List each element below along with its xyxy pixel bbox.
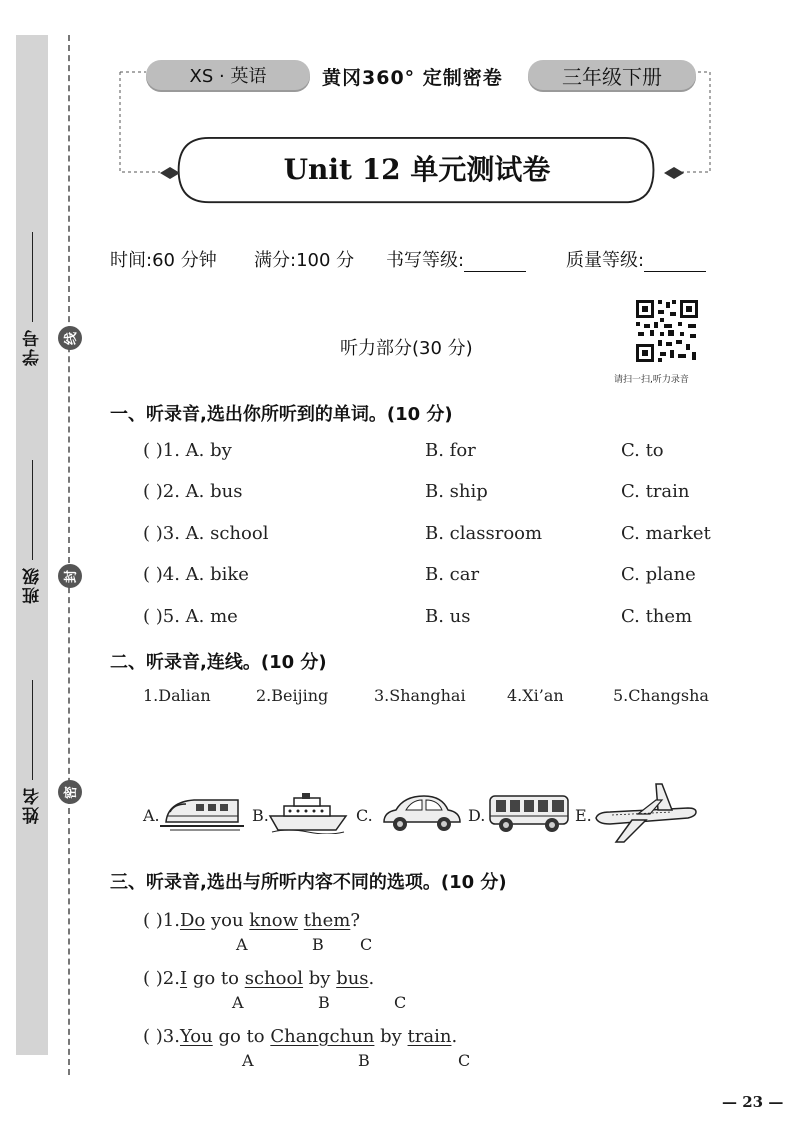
s1-q1-option-b: B. for xyxy=(425,440,476,461)
s3-q1-label-c: C xyxy=(360,935,373,954)
name-field xyxy=(16,680,48,824)
s3-q1-paren[interactable]: ( ) xyxy=(143,910,163,931)
s1-q3-stem: ( )3. A. school xyxy=(143,523,269,544)
s3-q3-part-c: train xyxy=(407,1026,452,1047)
page-title: Unit 12 单元测试卷 xyxy=(283,153,551,186)
s3-q2-part-b: school xyxy=(244,968,304,989)
s1-q5-option-b: B. us xyxy=(425,606,471,627)
s1-q5-option-c: C. them xyxy=(621,606,693,627)
car-icon[interactable] xyxy=(380,792,462,834)
bus-icon[interactable] xyxy=(486,792,572,834)
s3-q3-part-a: You xyxy=(179,1026,213,1047)
section2-title: 二、听录音,连线。(10 分) xyxy=(110,652,327,673)
quality-grade-label: 质量等级: xyxy=(566,250,645,271)
s3-q3-paren[interactable]: ( ) xyxy=(143,1026,163,1047)
class-label: 班级 xyxy=(22,566,43,604)
s1-q5-stem: ( )5. A. me xyxy=(143,606,238,627)
s3-q2-label-b: B xyxy=(318,993,330,1012)
vehicle-label-c: C. xyxy=(356,806,373,825)
s1-q3-option-c: C. market xyxy=(621,523,711,544)
train-icon[interactable] xyxy=(160,792,244,834)
s1-q4-option-c: C. plane xyxy=(621,564,696,585)
seal-line-mark: 线 xyxy=(58,326,82,350)
subject-pill: XS · 英语 xyxy=(146,60,310,90)
s3-q1: ( )1.Do you know them? xyxy=(143,910,360,931)
section3-title: 三、听录音,选出与所听内容不同的选项。(10 分) xyxy=(110,872,507,893)
listening-section-title: 听力部分(30 分) xyxy=(340,338,473,359)
writing-grade-label: 书写等级: xyxy=(386,250,465,271)
grade-pill: 三年级下册 xyxy=(528,60,696,90)
quality-grade-field xyxy=(566,246,706,272)
s1-q4-stem: ( )4. A. bike xyxy=(143,564,249,585)
s1-q1-stem: ( )1. A. by xyxy=(143,440,232,461)
s3-q3-label-c: C xyxy=(458,1051,471,1070)
vehicle-label-e: E. xyxy=(575,806,592,825)
s1-q2-option-c: C. train xyxy=(621,481,690,502)
student-number-field xyxy=(16,232,48,366)
qr-caption: 请扫一扫,听力录音 xyxy=(614,375,689,385)
s3-q2: ( )2.I go to school by bus. xyxy=(143,968,375,989)
time-info: 时间:60 分钟 xyxy=(110,250,217,271)
s3-q1-label-b: B xyxy=(312,935,324,954)
s3-q3: ( )3.You go to Changchun by train. xyxy=(143,1026,458,1047)
city-shanghai[interactable]: 3.Shanghai xyxy=(374,686,466,705)
s3-q3-label-b: B xyxy=(358,1051,370,1070)
class-field xyxy=(16,460,48,604)
quality-grade-blank[interactable] xyxy=(644,251,706,272)
s3-q2-paren[interactable]: ( ) xyxy=(143,968,163,989)
series-title: 黄冈360° 定制密卷 xyxy=(322,67,503,89)
city-changsha[interactable]: 5.Changsha xyxy=(613,686,709,705)
s1-q3-option-b: B. classroom xyxy=(425,523,543,544)
s3-q1-label-a: A xyxy=(236,935,248,954)
plane-icon[interactable] xyxy=(592,782,700,844)
s3-q2-label-c: C xyxy=(394,993,407,1012)
name-label: 姓名 xyxy=(22,786,43,824)
writing-grade-field xyxy=(386,246,526,272)
s1-q2-stem: ( )2. A. bus xyxy=(143,481,243,502)
seal-seal-mark: 封 xyxy=(58,564,82,588)
s1-q2-option-b: B. ship xyxy=(425,481,488,502)
vehicle-label-b: B. xyxy=(252,806,269,825)
s3-q2-part-a: I xyxy=(179,968,188,989)
s1-q4-option-b: B. car xyxy=(425,564,480,585)
student-number-label: 学号 xyxy=(22,328,43,366)
ship-icon[interactable] xyxy=(268,792,348,834)
s3-q3-part-b: Changchun xyxy=(270,1026,375,1047)
vehicle-label-a: A. xyxy=(143,806,160,825)
writing-grade-blank[interactable] xyxy=(464,251,526,272)
city-xian[interactable]: 4.Xi’an xyxy=(507,686,564,705)
vehicle-label-d: D. xyxy=(468,806,486,825)
s1-q1-option-c: C. to xyxy=(621,440,664,461)
s3-q2-label-a: A xyxy=(232,993,244,1012)
qr-code-icon[interactable] xyxy=(634,298,700,364)
page-number: — 23 — xyxy=(722,1093,784,1111)
section1-title: 一、听录音,选出你所听到的单词。(10 分) xyxy=(110,404,453,425)
city-beijing[interactable]: 2.Beijing xyxy=(256,686,329,705)
s3-q1-part-c: them xyxy=(303,910,351,931)
s3-q3-label-a: A xyxy=(242,1051,254,1070)
s3-q2-part-c: bus xyxy=(336,968,369,989)
s3-q1-part-b: know xyxy=(249,910,299,931)
full-score-info: 满分:100 分 xyxy=(254,250,355,271)
seal-secret-mark: 密 xyxy=(58,780,82,804)
s3-q1-part-a: Do xyxy=(179,910,206,931)
city-dalian[interactable]: 1.Dalian xyxy=(143,686,211,705)
binding-dashed-line xyxy=(68,35,70,1075)
